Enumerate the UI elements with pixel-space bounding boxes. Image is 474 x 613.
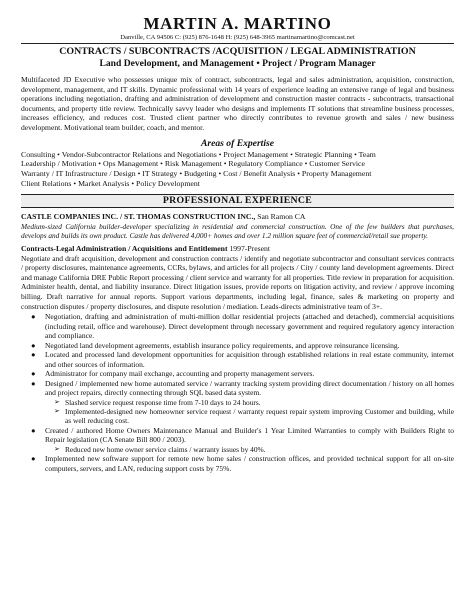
achievement-text: Administrator for company mail exchange, accounting and property management servers.: [45, 369, 315, 379]
achievement-item: [31, 340, 454, 351]
areas-of-expertise-title: Areas of Expertise: [200, 137, 275, 149]
achievement-text: Negotiated land development agreements, establish insurance policy requirements, and approve reinsurance licensing.: [45, 340, 400, 350]
sub-achievement-list: [45, 445, 454, 454]
expertise-line: Consulting • Vendor-Subcontractor Relations and Negotiations • Project Management • Strategic Planning • Team: [21, 149, 376, 159]
company-line: [21, 212, 454, 222]
role-line: [21, 244, 454, 254]
sub-achievement-text: Reduced new home owner service claims / warranty issues by 40%.: [65, 444, 266, 454]
achievement-text: Designed / implemented new home automated service / warranty tracking system providing direct documentation / history on all homes and project repairs, directly connecting through SQL based data system.: [45, 378, 454, 398]
areas-of-expertise-list: [21, 150, 454, 189]
arrow-bullet-icon: ➢: [54, 397, 60, 406]
arrow-bullet-icon: ➢: [54, 407, 60, 416]
candidate-name: MARTIN A. MARTINO: [143, 14, 332, 33]
role-description: Negotiate and draft acquisition, development and construction contracts / identify and negotiate subcontractor and consultant services contracts / property disclosures, maintenance agreements, CCRs, bylaws, and articles for all projects / City / county land development agreements. Direct and manage California DRE Public Report processing / client service and warranty for all properties. Title review in preparation for acquisition. Administer health, dental, and liability insurance. Direct litigation issues, provide reports on litigation activity, and review / approve incoming billing. Draft narrative for annual reports. Support various departments, including legal, finance, sales & marketing on property and construction disputes / property disclosures, and dispute resolution / mediation. Leads-directs administrative team of 3+.: [21, 253, 454, 311]
achievement-item: [31, 378, 454, 426]
achievement-text: Implemented new software support for remote new home sales / construction offices, and provided technical support for all on-site computers, servers, and LAN, reducing support costs by 75%.: [45, 454, 454, 473]
professional-summary: Multifaceted JD Executive who possesses unique mix of contract, subcontracts, legal and sales administration, acquisition, construction, development, management, and IT skills. Dynamic professional with 14 years of experience leading an extensive range of legal and business operations including negotiation, drafting and administration of development and construction master contracts - subcontracts, transactional documents, and property title review. Technically savvy leader who designs and implements IT solutions that streamline business processes, increases efficiency, and reduces cost. Trusted client partner who directly contributes to revenue growth and sales / new business development. Motivational team builder, coach, and mentor.: [21, 75, 454, 132]
achievement-item: [31, 312, 454, 341]
bullet-icon: ●: [31, 454, 36, 464]
sub-achievement-text: Slashed service request response time from 7-10 days to 24 hours.: [65, 397, 261, 407]
section-header-experience: PROFESSIONAL EXPERIENCE: [21, 194, 454, 208]
achievement-item: [31, 350, 454, 369]
achievement-item: [31, 454, 454, 473]
company-name: CASTLE COMPANIES INC. / ST. THOMAS CONSTRUCTION INC.,: [21, 212, 256, 222]
achievement-text: Negotiation, drafting and administration of multi-million dollar residential projects (attached and detached), commercial acquisitions (including retail, office and warehouse). Direct development through necessary government and required regulatory agency interaction and compliance.: [45, 312, 454, 341]
contact-info: Danville, CA 94506 C: (925) 876-1648 H: (925) 648-3965 martinamartino@comcast.net: [120, 34, 355, 41]
achievement-item: [31, 425, 454, 454]
role-dates: 1997-Present: [227, 243, 271, 253]
sub-achievement-text: Implemented-designed new homeowner service request / warranty request repair system improving Customer and building, while as well reducing cost.: [65, 407, 454, 426]
resume-headline: CONTRACTS / SUBCONTRACTS /ACQUISITION / LEGAL ADMINISTRATION: [59, 46, 416, 57]
resume-subheadline: Land Development, and Management • Project / Program Manager: [99, 58, 376, 69]
role-title: Contracts-Legal Administration / Acquisitions and Entitlement: [21, 243, 228, 253]
achievement-list: [21, 312, 454, 473]
bullet-icon: ●: [31, 425, 36, 435]
arrow-bullet-icon: ➢: [54, 444, 60, 453]
expertise-line: Client Relations • Market Analysis • Policy Development: [21, 178, 200, 188]
bullet-icon: ●: [31, 312, 36, 322]
expertise-line: Leadership / Motivation • Ops Management • Risk Management • Regulatory Compliance • Customer Service: [21, 159, 365, 169]
sub-achievement-item: [54, 397, 454, 407]
sub-achievement-item: [54, 407, 454, 426]
bullet-icon: ●: [31, 340, 36, 350]
sub-achievement-item: [54, 444, 454, 454]
expertise-line: Warranty / IT Infrastructure / Design • IT Strategy • Budgeting • Cost / Benefit Analysis • Property Management: [21, 168, 372, 178]
bullet-icon: ●: [31, 350, 36, 360]
header-divider: [21, 43, 454, 44]
company-description: Medium-sized California builder-developer specializing in residential and commercial construction. One of the few builders that purchases, develops and builds its own product. Castle has delivered 4,000+ homes and over 1.2 million square feet of commercial/retail sue property.: [21, 221, 454, 240]
achievement-text: Located and processed land development opportunities for acquisition through established relations in real estate community, internet and other sources of information.: [45, 350, 454, 369]
achievement-text: Created / authored Home Owners Maintenance Manual and Builder's 1 Year Limited Warranties to comply with Builders Right to Repair legislation (CA Senate Bill 800 / 2003).: [45, 425, 454, 445]
sub-achievement-list: [45, 398, 454, 426]
bullet-icon: ●: [31, 369, 36, 379]
achievement-item: [31, 369, 454, 379]
company-location: San Ramon CA: [255, 212, 306, 222]
bullet-icon: ●: [31, 378, 36, 388]
